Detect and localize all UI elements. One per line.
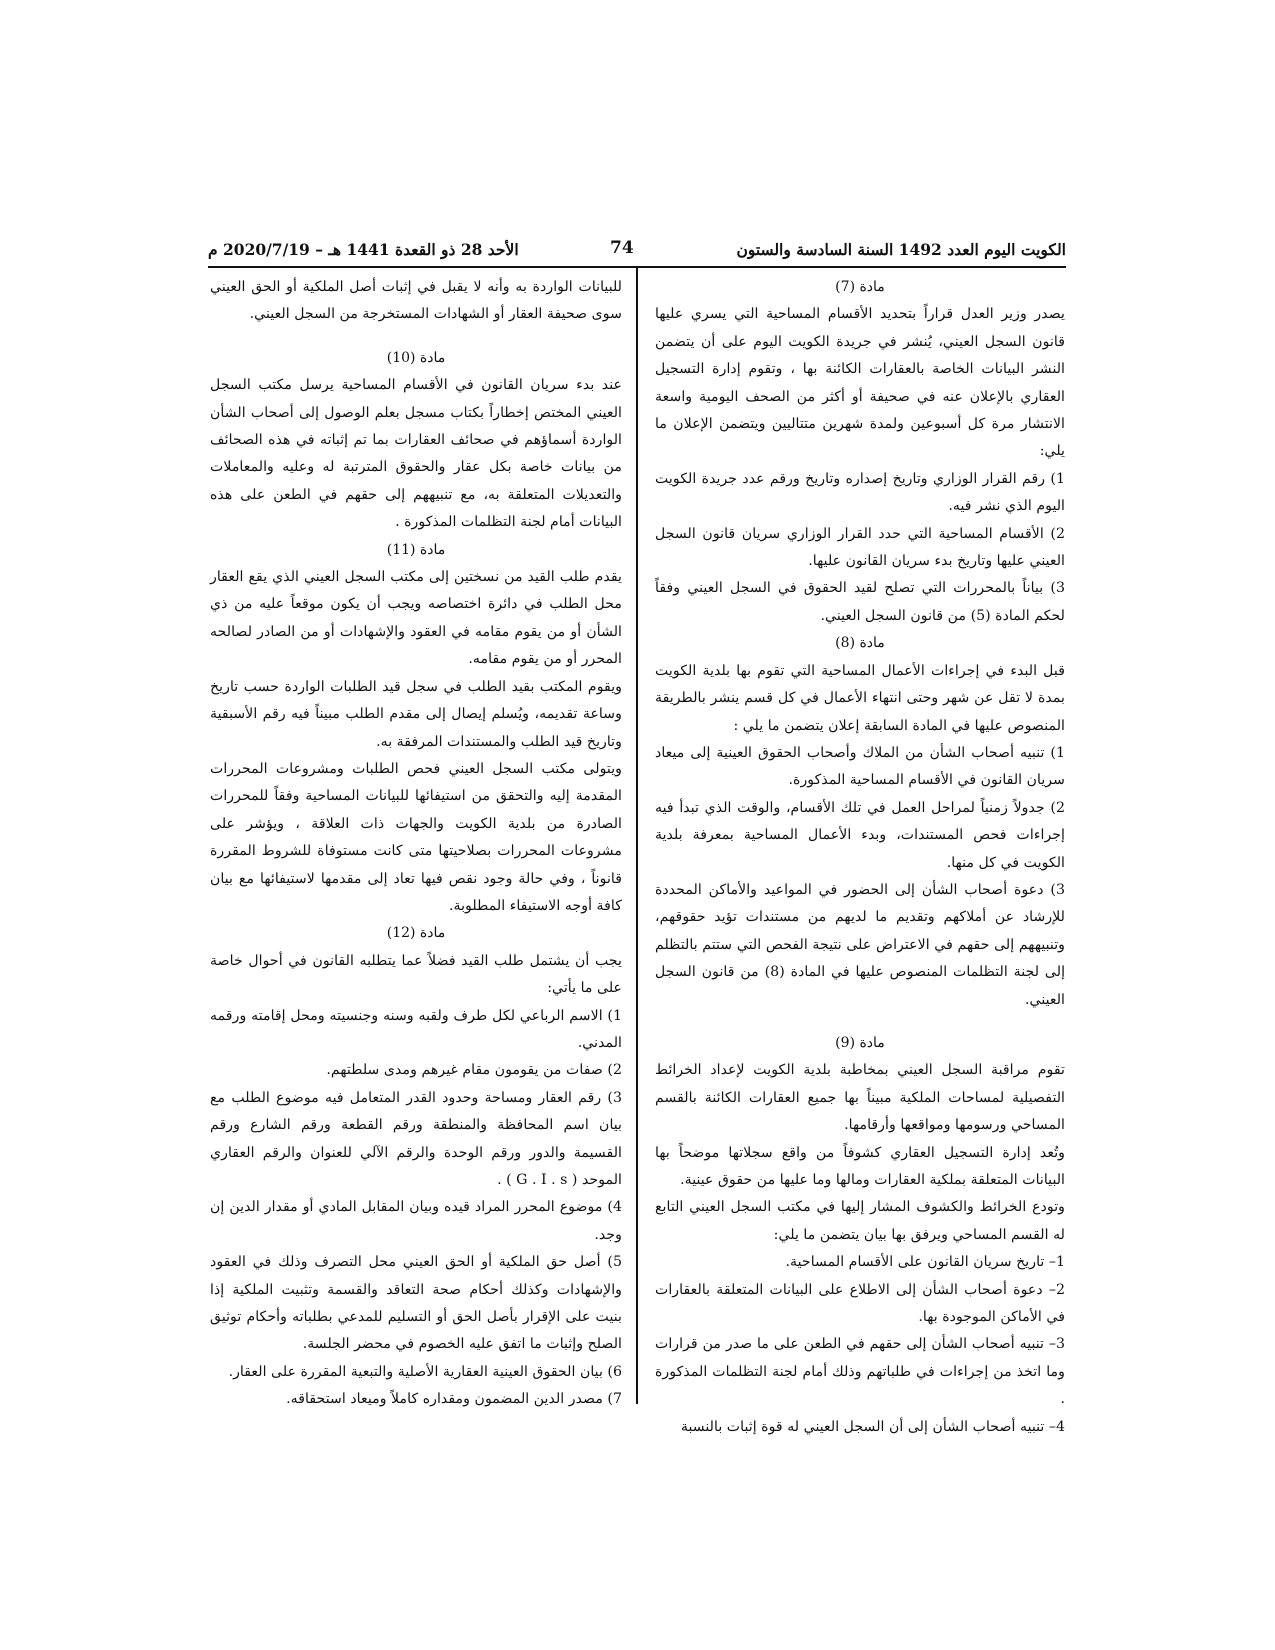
right-column [655, 274, 1065, 1441]
article-7-title: مادة (7) [835, 279, 885, 295]
article-12-item: 1) الاسم الرباعي لكل طرف ولقبه وسنه وجنسيته ومحل إقامته ورقمه المدني. [210, 1007, 622, 1051]
article-9-paragraph: وتودع الخرائط والكشوف المشار إليها في مكتب السجل العيني التابع له القسم المساحي ويرفق بها بيان يتضمن ما يلي: [655, 1199, 1065, 1243]
article-12-item: 3) رقم العقار ومساحة وحدود القدر المتعامل فيه موضوع الطلب مع بيان اسم المحافظة والمنطقة ورقم القطعة ورقم الشارع ورقم القسيمة والدور ورقم الوحدة والرقم الآلي للعنوان والرقم العقاري الموحد ( G . I . s ) . [210, 1089, 622, 1188]
article-12-item: 2) صفات من يقومون مقام غيرهم ومدى سلطتهم. [326, 1062, 622, 1079]
page-header [208, 236, 1066, 268]
article-8-title: مادة (8) [835, 635, 885, 652]
article-10-title: مادة (10) [386, 349, 446, 366]
issue-date: الأحد 28 ذو القعدة 1441 هـ – 2020/7/19 م [208, 240, 519, 259]
column-divider [636, 268, 638, 1404]
article-8-item: 2) جدولاً زمنياً لمراحل العمل في تلك الأقسام، والوقت الذي تبدأ فيه إجراءات فحص المستندات، وبدء الأعمال المساحية بمعرفة بلدية الكويت في كل منها. [655, 799, 1065, 871]
article-11-paragraph: ويتولى مكتب السجل العيني فحص الطلبات ومشروعات المحررات المقدمة إليه والتحقق من استيفائها للبيانات المساحية وفقاً للمحررات الصادرة من بلدية الكويت والجهات ذات العلاقة ، ويؤشر على مشروعات المحررات بصلاحيتها متى كانت مستوفاة للشروط المقررة قانوناً ، وفي حالة وجود نقص فيها تعاد إلى مقدمها لاستيفائها مع بيان كافة أوجه الاستيفاء المطلوبة. [210, 760, 622, 914]
article-9-paragraph: تقوم مراقبة السجل العيني بمخاطبة بلدية الكويت لإعداد الخرائط التفصيلية لمساحات الملكية مبيناً بها جميع العقارات الكائنة بالقسم المساحي ورسومها ومواقعها وأرقامها. [655, 1062, 1065, 1134]
article-7-item: 2) الأقسام المساحية التي حدد القرار الوزاري سريان قانون السجل العيني عليها وتاريخ بدء سريان القانون عليها. [655, 525, 1065, 570]
article-11-title: مادة (11) [386, 541, 446, 558]
article-9-continuation: للبيانات الواردة به وأنه لا يقبل في إثبات أصل الملكية أو الحق العيني سوى صحيفة العقار أو الشهادات المستخرجة من السجل العيني. [210, 279, 622, 323]
article-7-item: 3) بياناً بالمحررات التي تصلح لقيد الحقوق في السجل العيني وفقاً لحكم المادة (5) من قانون السجل العيني. [655, 580, 1065, 624]
article-12-intro: يجب أن يشتمل طلب القيد فضلاً عما يتطلبه القانون في أحوال خاصة على ما يأتي: [210, 952, 622, 997]
gazette-issue-info: الكويت اليوم العدد 1492 السنة السادسة والستون [736, 240, 1066, 259]
article-9-item: 2– دعوة أصحاب الشأن إلى الاطلاع على البيانات المتعلقة بالعقارات في الأماكن الموجودة بها. [655, 1281, 1065, 1326]
article-8-item: 1) تنبيه أصحاب الشأن من الملاك وأصحاب الحقوق العينية إلى ميعاد سريان القانون في الأقسام المساحية المذكورة. [655, 744, 1065, 789]
page-number: 74 [610, 238, 634, 258]
article-7-item: 1) رقم القرار الوزاري وتاريخ إصداره وتاريخ ورقم عدد جريدة الكويت اليوم الذي نشر فيه. [655, 470, 1065, 515]
article-12-item: 5) أصل حق الملكية أو الحق العيني محل التصرف وذلك في العقود والإشهادات وكذلك أحكام صحة التعاقد والقسمة وتثبيت الملكية إذا بنيت على الإقرار بأصل الحق أو التسليم للمدعي بطلباته وأحكام توثيق الصلح وإثبات ما اتفق عليه الخصوم في محضر الجلسة. [210, 1254, 622, 1353]
article-9-item: 3– تنبيه أصحاب الشأن إلى حقهم في الطعن على ما صدر من قرارات وما اتخذ من إجراءات في طلباتهم وذلك أمام لجنة التظلمات المذكورة . [655, 1336, 1065, 1408]
article-12-item: 4) موضوع المحرر المراد قيده وبيان المقابل المادي أو مقدار الدين إن وجد. [210, 1199, 622, 1243]
article-9-paragraph: وتُعد إدارة التسجيل العقاري كشوفاً من واقع سجلاتها موضحاً بها البيانات المتعلقة بملكية العقارات ومالها وما عليها من حقوق عينية. [655, 1144, 1065, 1188]
article-9-item: 4– تنبيه أصحاب الشأن إلى أن السجل العيني له قوة إثبات بالنسبة [680, 1418, 1065, 1435]
article-8-intro: قبل البدء في إجراءات الأعمال المساحية التي تقوم بها بلدية الكويت بمدة لا تقل عن شهر وحتى انتهاء الأعمال في كل قسم ينشر بالطريقة المنصوص عليها في المادة السابقة إعلان يتضمن ما يلي : [655, 662, 1065, 734]
article-12-item: 6) بيان الحقوق العينية العقارية الأصلية والتبعية المقررة على العقار. [228, 1363, 622, 1380]
article-10-text: عند بدء سريان القانون في الأقسام المساحية يرسل مكتب السجل العيني المختص إخطاراً بكتاب مسجل بعلم الوصول إلى أصحاب الشأن الواردة أسماؤهم في صحائف العقارات بما تم إثباته في هذه الصحائف من بيانات خاصة بكل عقار والحقوق المترتبة له وعليه والمعاملات والتعديلات المتعلقة به، مع تنبيههم إلى حقهم في الطعن على هذه البيانات أمام لجنة التظلمات المذكورة . [210, 377, 622, 531]
article-12-title: مادة (12) [386, 925, 446, 942]
left-column [210, 274, 622, 1414]
article-11-paragraph: يقدم طلب القيد من نسختين إلى مكتب السجل العيني الذي يقع العقار محل الطلب في دائرة اختصاصه ويجب أن يكون موقعاً عليه من ذي الشأن أو من يقوم مقامه في العقود والإشهادات أو من الصادر لصالحه المحرر أو من يقوم مقامه. [210, 569, 622, 668]
article-9-item: 1– تاريخ سريان القانون على الأقسام المساحية. [785, 1254, 1065, 1271]
article-7-intro: يصدر وزير العدل قراراً بتحديد الأقسام المساحية التي يسري عليها قانون السجل العيني، يُنشر في جريدة الكويت اليوم على أن يتضمن النشر البيانات الخاصة بالعقارات الكائنة بها ، وتقوم إدارة التسجيل العقاري بالإعلان عنه في صحيفة أو أكثر من الصحف اليومية واسعة الانتشار مرة كل أسبوعين ولمدة شهرين متتاليين ويتضمن الإعلان ما يلي: [655, 306, 1065, 460]
article-9-title: مادة (9) [835, 1034, 885, 1051]
article-8-item: 3) دعوة أصحاب الشأن إلى الحضور في المواعيد والأماكن المحددة للإرشاد عن أملاكهم وتقديم ما لديهم من مستندات تؤيد حقوقهم، وتنبيههم إلى حقهم في الاعتراض على نتيجة الفحص التي ستتم بالتظلم إلى لجنة التظلمات المنصوص عليها في المادة (8) من قانون السجل العيني. [655, 881, 1066, 1008]
article-12-item: 7) مصدر الدين المضمون ومقداره كاملاً وميعاد استحقاقه. [286, 1391, 622, 1408]
article-11-paragraph: ويقوم المكتب بقيد الطلب في سجل قيد الطلبات الواردة حسب تاريخ وساعة تقديمه، ويُسلم إيصال إلى مقدم الطلب مبيناً فيه رقم الأسبقية وتاريخ قيد الطلب والمستندات المرفقة به. [210, 678, 622, 750]
